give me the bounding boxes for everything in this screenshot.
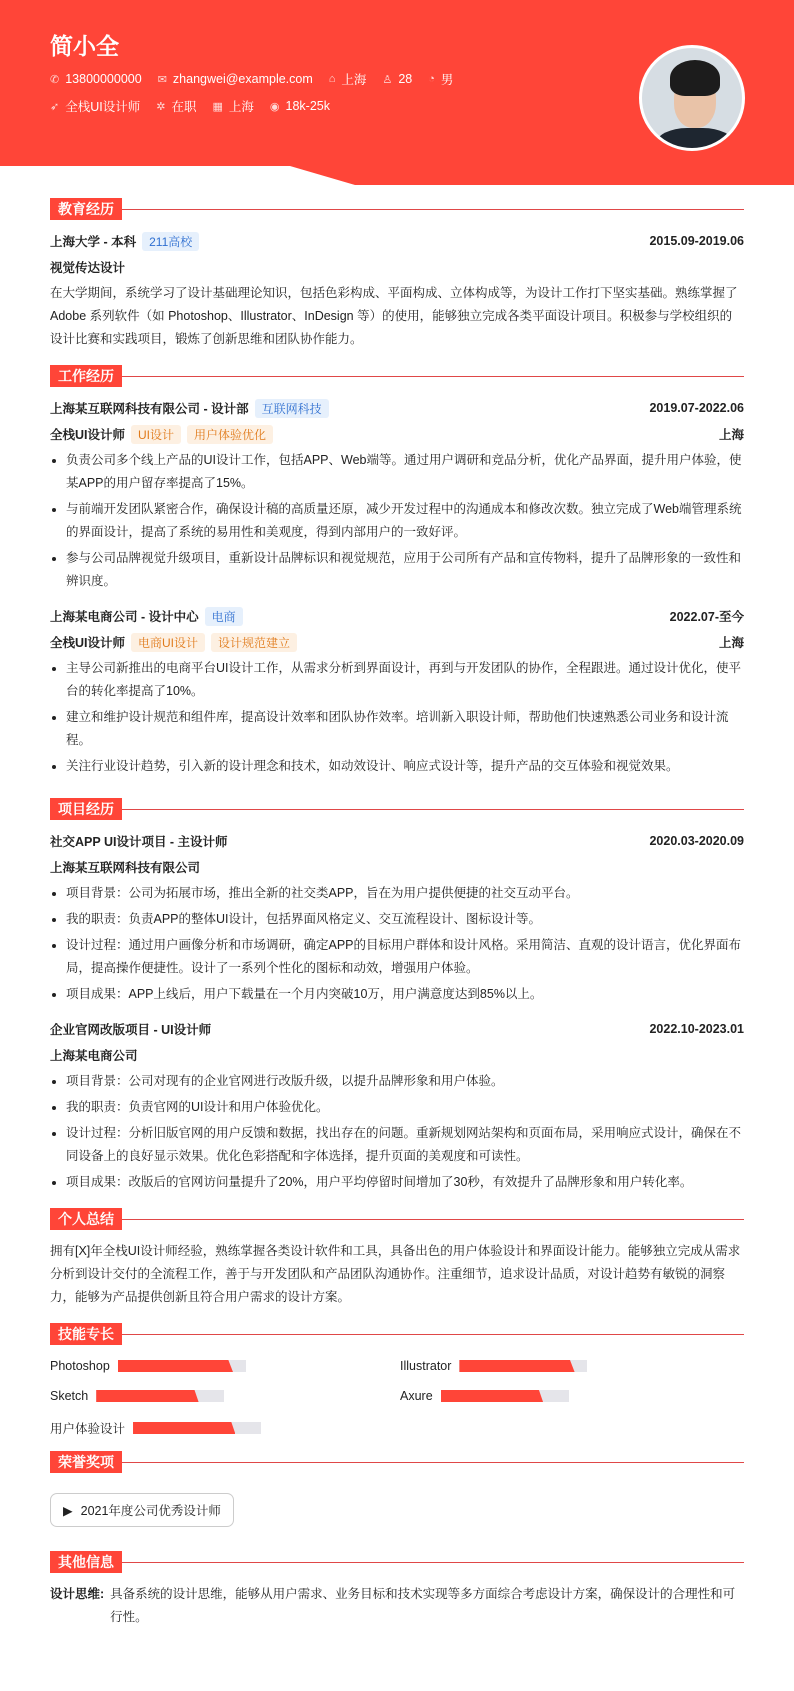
phone: 13800000000 [65,72,142,86]
job: 全栈UI设计师 [65,100,141,114]
skill-bar-fill [133,1422,235,1434]
other-text: 具备系统的设计思维，能够从用户需求、业务目标和技术实现等多方面综合考虑设计方案，确保设计的合理性和可行性。 [110,1587,736,1624]
award-label: 2021年度公司优秀设计师 [80,1504,221,1518]
salary: 18k-25k [285,99,330,113]
home-icon: ⌂ [328,73,336,85]
list-item: 我的职责：负责官网的UI设计和用户体验优化。 [50,1096,744,1119]
section-title-work: 工作经历 [50,365,122,387]
school: 上海大学 - 本科 [50,235,137,249]
skill-name: 用户体验设计 [50,1422,126,1436]
gear-icon: ✲ [156,100,166,113]
role-tag: 用户体验优化 [187,425,273,444]
other-label: 设计思维: [50,1587,105,1601]
role-tag: 电商UI设计 [131,633,205,652]
triangle-icon: ▶ [63,1503,73,1518]
work-date: 2022.07-至今 [669,610,744,624]
list-item: 项目背景：公司为拓展市场，推出全新的社交类APP，旨在为用户提供便捷的社交互动平台。 [50,882,744,905]
section-title-projects: 项目经历 [50,798,122,820]
work-city: 上海 [718,636,744,650]
contact-row [50,70,453,88]
role-tag: UI设计 [131,425,181,444]
city: 上海 [341,73,367,87]
phone-icon: ✆ [50,73,60,86]
salary-icon: ◉ [269,100,280,113]
work-city: 上海 [718,428,744,442]
section-title-skills: 技能专长 [50,1323,122,1345]
school-tag: 211高校 [142,232,199,251]
skill-bar [118,1360,246,1372]
skill-name: Photoshop [50,1359,110,1373]
skill-bar-fill [441,1390,543,1402]
skill-item [400,1389,750,1403]
skill-item [400,1359,750,1373]
skill-bar [96,1390,224,1402]
cake-icon: ♙ [382,73,393,86]
list-item: 建立和维护设计规范和组件库，提高设计效率和团队协作效率。培训新入职设计师，帮助他们快速熟悉公司业务和设计流程。 [50,706,744,752]
job-row [50,97,330,115]
skill-item [50,1419,400,1437]
skill-name: Axure [400,1389,433,1403]
skill-bar-fill [118,1360,233,1372]
list-item: 设计过程：通过用户画像分析和市场调研，确定APP的目标用户群体和设计风格。采用简洁、直观的设计语言，优化界面布局，提高操作便捷性。设计了一系列个性化的图标和动效，增强用户体验。 [50,934,744,980]
skill-item [50,1359,400,1373]
skill-item [50,1389,400,1403]
skill-bar-fill [96,1390,198,1402]
list-item: 我的职责：负责APP的整体UI设计，包括界面风格定义、交互流程设计、图标设计等。 [50,908,744,931]
project-name: 社交APP UI设计项目 - 主设计师 [50,835,228,849]
skill-bar [441,1390,569,1402]
gender: 男 [440,73,454,87]
award-item [50,1493,234,1527]
section-title-education: 教育经历 [50,198,122,220]
section-title-summary: 个人总结 [50,1208,122,1230]
avatar [639,45,745,151]
list-item: 主导公司新推出的电商平台UI设计工作，从需求分析到界面设计，再到与开发团队的协作，全程跟进。通过设计优化，使平台的转化率提高了10%。 [50,657,744,703]
list-item: 设计过程：分析旧版官网的用户反馈和数据，找出存在的问题。重新规划网站架构和页面布局，采用响应式设计，确保在不同设备上的良好显示效果。优化色彩搭配和字体选择，提升页面的美观度和可读性。 [50,1122,744,1168]
email: zhangwei@example.com [172,72,313,86]
list-item: 关注行业设计趋势，引入新的设计理念和技术，如动效设计、响应式设计等，提升产品的交互体验和视觉效果。 [50,755,744,778]
candidate-name: 简小全 [50,33,119,59]
edu-desc: 在大学期间，系统学习了设计基础理论知识，包括色彩构成、平面构成、立体构成等，为设计工作打下坚实基础。熟练掌握了 Adobe 系列软件（如 Photoshop、Illustrator、InDesign 等）的使用，能够独立完成各类平面设计项目。积极参与学校组织的设计比赛和实践项目，锻炼了创新思维和团队协作能力。 [50,286,738,346]
section-title-other: 其他信息 [50,1551,122,1573]
project-name: 企业官网改版项目 - UI设计师 [50,1023,212,1037]
list-item: 项目背景：公司对现有的企业官网进行改版升级，以提升品牌形象和用户体验。 [50,1070,744,1093]
list-item: 项目成果：改版后的官网访问量提升了20%，用户平均停留时间增加了30秒，有效提升了品牌形象和用户转化率。 [50,1171,744,1194]
summary-text: 拥有[X]年全栈UI设计师经验，熟练掌握各类设计软件和工具，具备出色的用户体验设计和界面设计能力。能够独立完成从需求分析到设计交付的全流程工作，善于与开发团队和产品团队沟通协作。注重细节，追求设计品质，对设计趋势有敏锐的洞察力，能够为产品提供创新且符合用户需求的设计方案。 [50,1244,741,1304]
company: 上海某电商公司 - 设计中心 [50,610,199,624]
gender-icon: ◔ [428,73,435,85]
role: 全栈UI设计师 [50,428,126,442]
work-city: 上海 [228,100,254,114]
skill-name: Illustrator [400,1359,452,1373]
project-date: 2022.10-2023.01 [649,1022,744,1036]
list-item: 项目成果：APP上线后，用户下载量在一个月内突破10万，用户满意度达到85%以上。 [50,983,744,1006]
section-title-awards: 荣誉奖项 [50,1451,122,1473]
skill-bar-fill [459,1360,574,1372]
project-date: 2020.03-2020.09 [649,834,744,848]
list-item: 负责公司多个线上产品的UI设计工作，包括APP、Web端等。通过用户调研和竞品分析，优化产品界面，提升用户体验，使某APP的用户留存率提高了15%。 [50,449,744,495]
company: 上海某互联网科技有限公司 - 设计部 [50,402,249,416]
major: 视觉传达设计 [50,261,126,275]
list-item: 参与公司品牌视觉升级项目，重新设计品牌标识和视觉规范，应用于公司所有产品和宣传物料，提升了品牌形象的一致性和辨识度。 [50,547,744,593]
role: 全栈UI设计师 [50,636,126,650]
edu-date: 2015.09-2019.06 [649,234,744,248]
company-tag: 互联网科技 [255,399,329,418]
skill-bar [133,1422,261,1434]
send-icon: ➶ [50,100,60,113]
project-company: 上海某互联网科技有限公司 [50,861,201,875]
work-date: 2019.07-2022.06 [649,401,744,415]
skill-bar [459,1360,587,1372]
role-tag: 设计规范建立 [211,633,297,652]
email-icon: ✉ [157,73,167,86]
age: 28 [398,72,413,86]
building-icon: ▦ [212,100,223,113]
project-company: 上海某电商公司 [50,1049,138,1063]
status: 在职 [171,100,197,114]
list-item: 与前端开发团队紧密合作，确保设计稿的高质量还原，减少开发过程中的沟通成本和修改次数。独立完成了Web端管理系统的界面设计，提高了系统的易用性和美观度，得到内部用户的一致好评。 [50,498,744,544]
skill-name: Sketch [50,1389,89,1403]
company-tag: 电商 [205,607,243,626]
